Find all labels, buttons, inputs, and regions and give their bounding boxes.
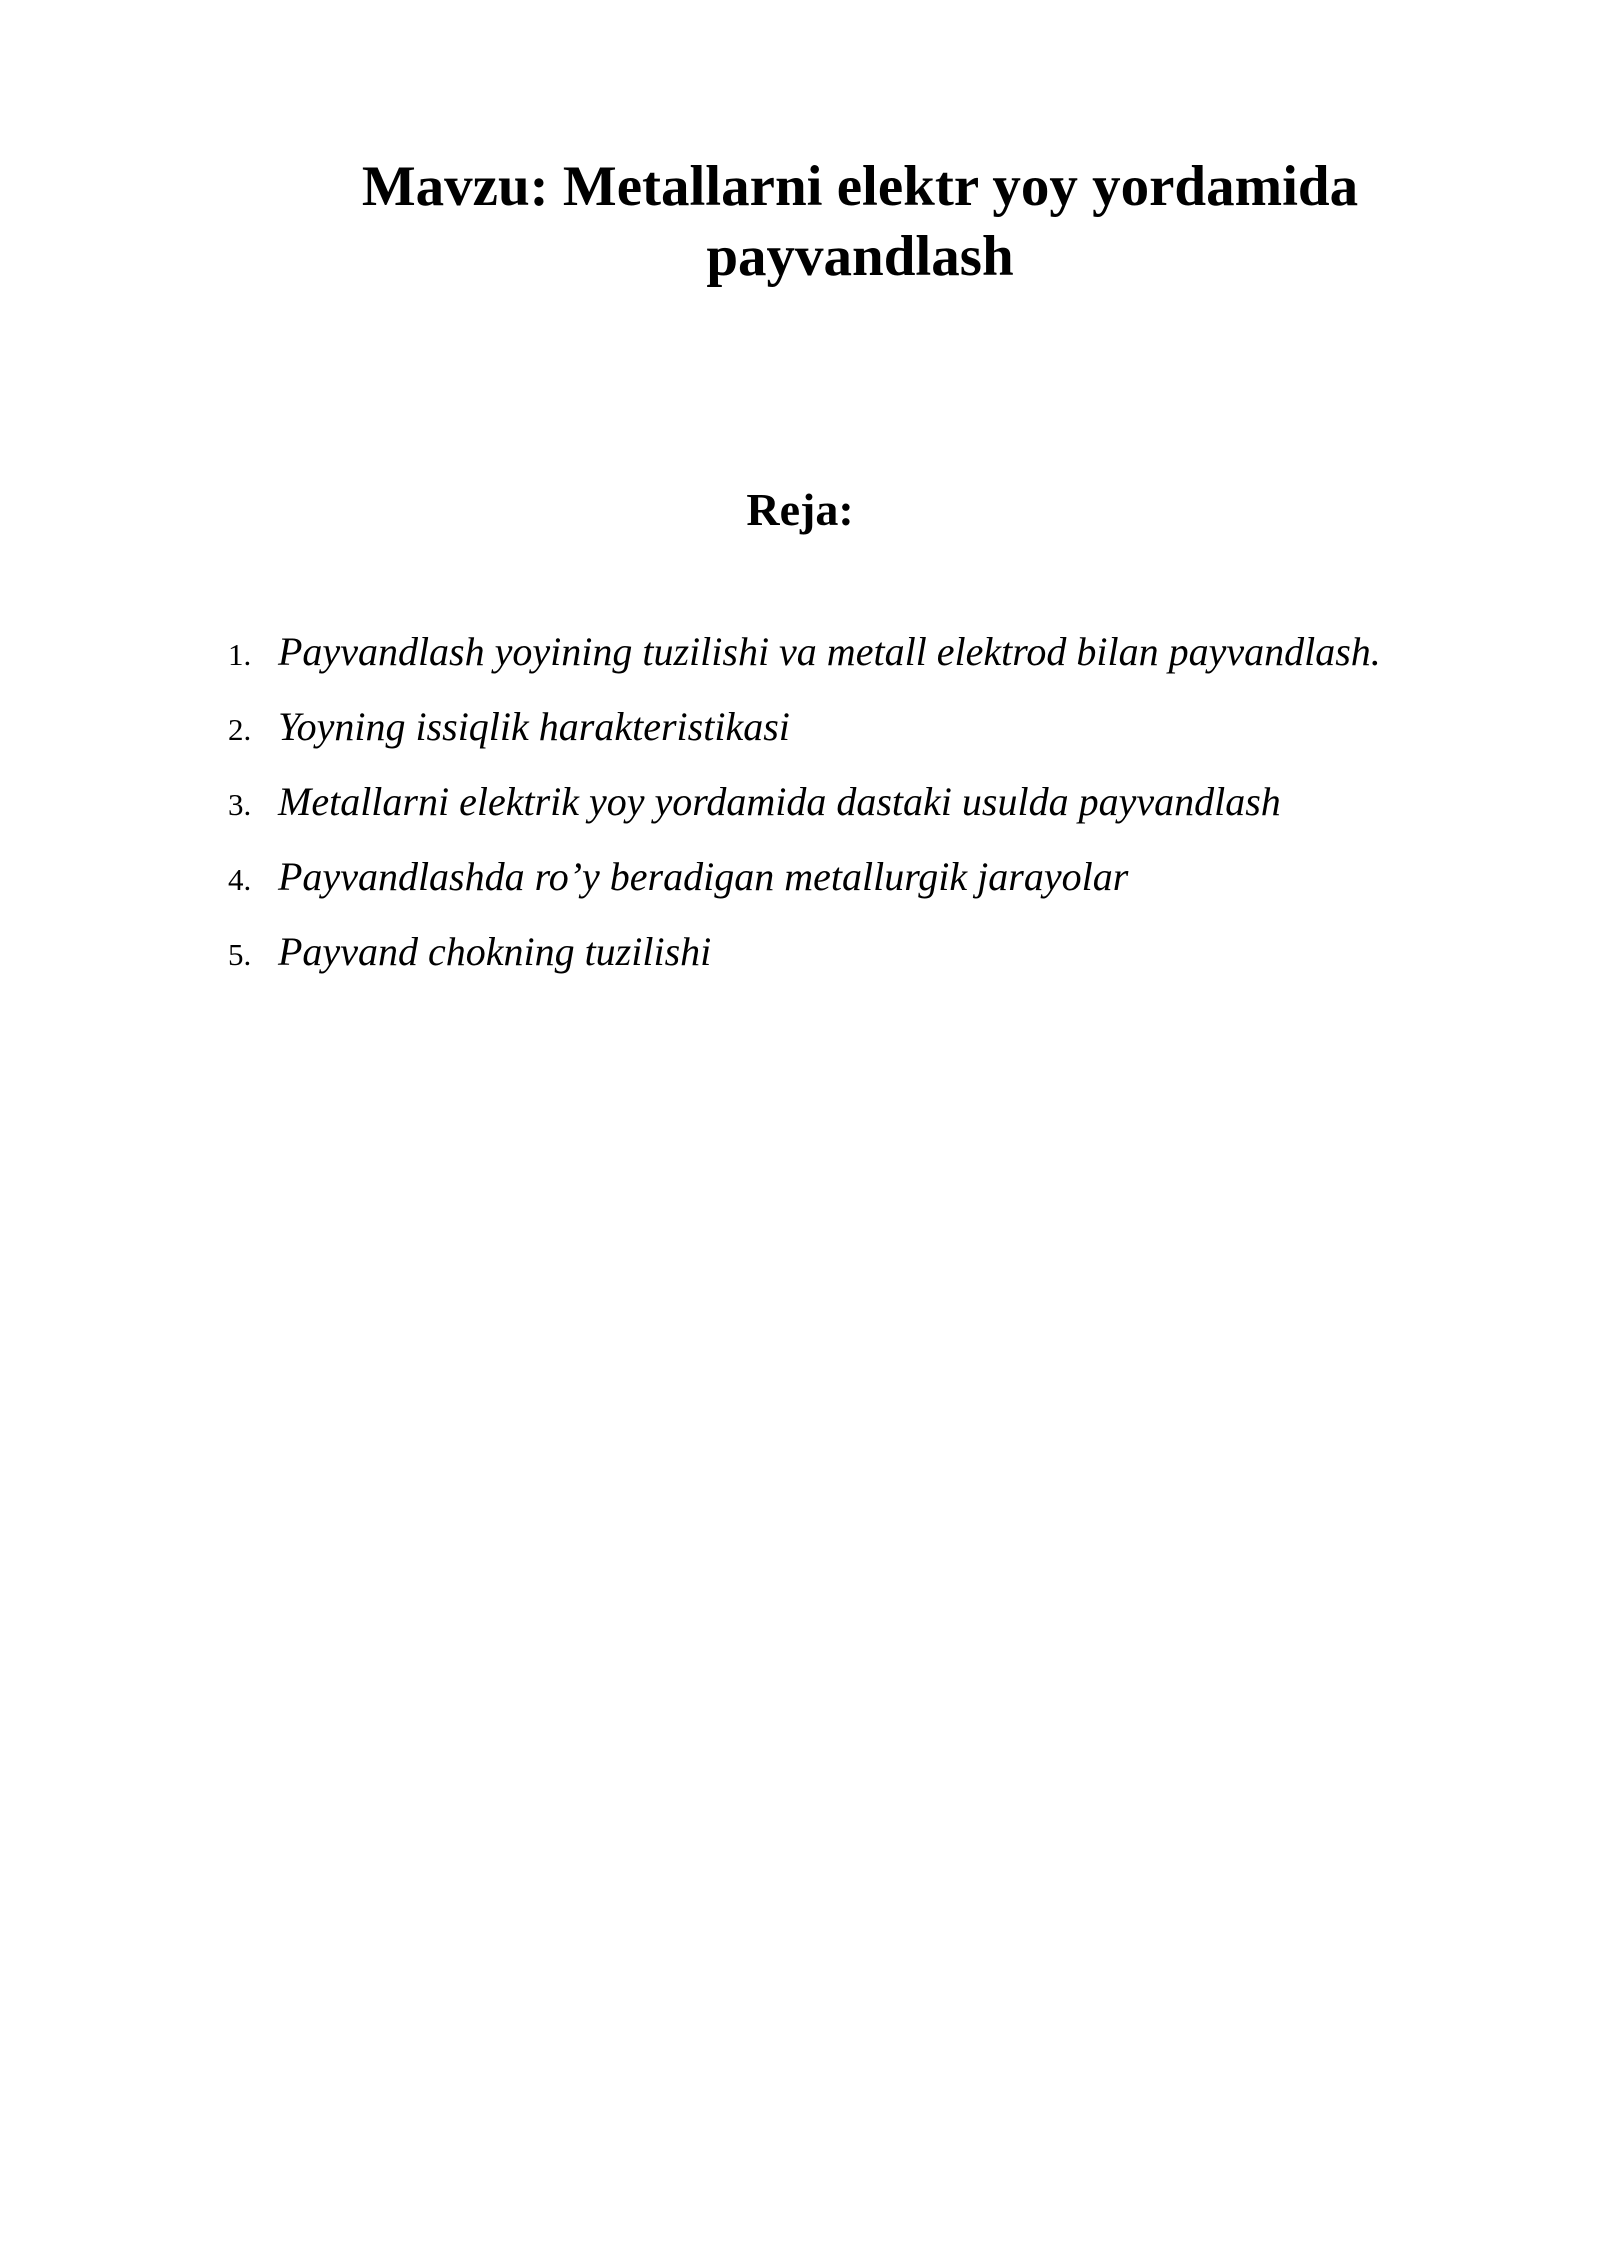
plan-item-4 [228,853,1548,928]
title-line-1: Mavzu: Metallarni elektr yoy yordamida [361,155,1359,218]
plan-item-number: 5. [228,937,252,972]
plan-item-1 [228,628,1548,703]
plan-item-2 [228,703,1548,778]
plan-list [228,628,1548,1003]
plan-item-text: Payvandlash yoyining tuzilishi va metall elektrod bilan payvandlash. [278,629,1381,674]
plan-item-text: Yoyning issiqlik harakteristikasi [278,704,790,749]
plan-item-number: 1. [228,637,252,672]
plan-item-number: 2. [228,712,252,747]
title-line-2: payvandlash [706,225,1014,288]
page-title [260,152,1460,292]
plan-item-number: 3. [228,787,252,822]
plan-heading: Reja: [746,484,854,535]
plan-item-number: 4. [228,862,252,897]
plan-item-text: Payvand chokning tuzilishi [278,929,712,974]
plan-item-text: Payvandlashda ro’y beradigan metallurgik jarayolar [278,854,1129,899]
plan-item-5 [228,928,1548,1003]
plan-item-3 [228,778,1548,853]
plan-item-text: Metallarni elektrik yoy yordamida dastaki usulda payvandlash [278,779,1281,824]
